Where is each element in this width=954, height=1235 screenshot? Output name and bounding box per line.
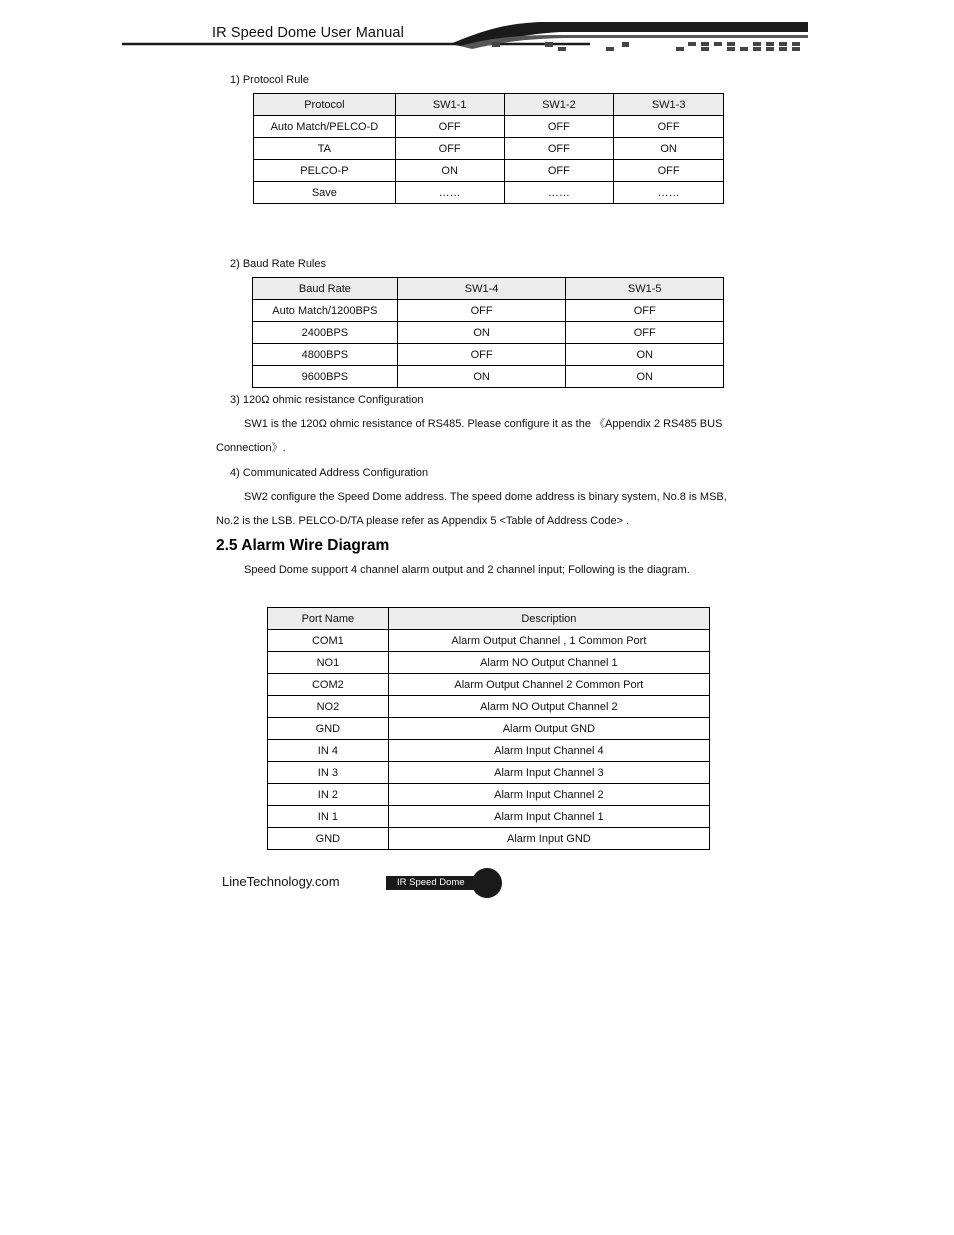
column-header: SW1-5 [566, 278, 724, 300]
address-paragraph-line2: No.2 is the LSB. PELCO-D/TA please refer as Appendix 5 <Table of Address Code> . [216, 515, 630, 527]
table-cell: NO1 [268, 652, 389, 674]
table-row [268, 696, 710, 718]
table-cell: ON [397, 322, 566, 344]
protocol-rule-heading: 1) Protocol Rule [230, 74, 309, 86]
column-header: SW1-1 [395, 94, 504, 116]
table-cell: OFF [397, 344, 566, 366]
table-header-row [268, 608, 710, 630]
table-cell: OFF [614, 116, 724, 138]
table-cell: …… [614, 182, 724, 204]
table-cell: GND [268, 718, 389, 740]
table-cell: Save [254, 182, 396, 204]
baud-rate-heading: 2) Baud Rate Rules [230, 258, 326, 270]
table-cell: COM2 [268, 674, 389, 696]
column-header: Description [388, 608, 709, 630]
section-title: 2.5 Alarm Wire Diagram [216, 537, 390, 554]
table-cell: GND [268, 828, 389, 850]
table-row [254, 160, 724, 182]
table-cell: Auto Match/PELCO-D [254, 116, 396, 138]
table-cell: NO2 [268, 696, 389, 718]
table-cell: ON [566, 366, 724, 388]
table-cell: Auto Match/1200BPS [253, 300, 398, 322]
table-cell: ON [566, 344, 724, 366]
resistance-paragraph-line2: Connection》. [216, 442, 286, 454]
table-cell: Alarm Input Channel 2 [388, 784, 709, 806]
baud-rate-table [252, 277, 724, 388]
table-cell: OFF [395, 116, 504, 138]
table-cell: Alarm Output Channel 2 Common Port [388, 674, 709, 696]
protocol-rule-table [253, 93, 724, 204]
table-row [268, 740, 710, 762]
table-cell: Alarm Input GND [388, 828, 709, 850]
table-row [268, 652, 710, 674]
table-cell: OFF [614, 160, 724, 182]
column-header: SW1-4 [397, 278, 566, 300]
address-paragraph-line1: SW2 configure the Speed Dome address. The speed dome address is binary system, No.8 is MSB, [244, 491, 727, 503]
footer-badge-label: IR Speed Dome [397, 877, 465, 888]
page-header-title: IR Speed Dome User Manual [212, 25, 404, 41]
table-cell: TA [254, 138, 396, 160]
table-cell: PELCO-P [254, 160, 396, 182]
column-header: Baud Rate [253, 278, 398, 300]
table-cell: IN 4 [268, 740, 389, 762]
table-cell: Alarm Input Channel 4 [388, 740, 709, 762]
resistance-heading: 3) 120Ω ohmic resistance Configuration [230, 394, 424, 406]
table-row [268, 674, 710, 696]
table-cell: OFF [504, 160, 614, 182]
column-header: SW1-2 [504, 94, 614, 116]
table-row [268, 784, 710, 806]
table-cell: IN 2 [268, 784, 389, 806]
alarm-intro: Speed Dome support 4 channel alarm output and 2 channel input; Following is the diagram. [244, 564, 690, 576]
alarm-port-table [267, 607, 710, 850]
table-row [268, 806, 710, 828]
table-row [254, 182, 724, 204]
table-cell: 4800BPS [253, 344, 398, 366]
table-cell: Alarm Output GND [388, 718, 709, 740]
table-cell: Alarm Input Channel 1 [388, 806, 709, 828]
table-cell: Alarm Output Channel , 1 Common Port [388, 630, 709, 652]
resistance-paragraph-line1: SW1 is the 120Ω ohmic resistance of RS485. Please configure it as the 《Appendix 2 RS485 BUS [244, 418, 723, 430]
table-cell: Alarm Input Channel 3 [388, 762, 709, 784]
table-cell: ON [397, 366, 566, 388]
table-row [254, 116, 724, 138]
table-cell: OFF [504, 116, 614, 138]
table-cell: Alarm NO Output Channel 2 [388, 696, 709, 718]
table-row [268, 762, 710, 784]
column-header: Port Name [268, 608, 389, 630]
table-cell: …… [504, 182, 614, 204]
table-cell: IN 1 [268, 806, 389, 828]
table-cell: IN 3 [268, 762, 389, 784]
table-cell: Alarm NO Output Channel 1 [388, 652, 709, 674]
table-cell: 2400BPS [253, 322, 398, 344]
column-header: Protocol [254, 94, 396, 116]
table-cell: OFF [395, 138, 504, 160]
table-header-row [254, 94, 724, 116]
table-cell: ON [395, 160, 504, 182]
table-cell: OFF [566, 322, 724, 344]
table-cell: …… [395, 182, 504, 204]
table-row [268, 630, 710, 652]
table-cell: OFF [397, 300, 566, 322]
footer-website: LineTechnology.com [222, 874, 340, 889]
table-row [253, 300, 724, 322]
table-row [268, 718, 710, 740]
table-cell: ON [614, 138, 724, 160]
table-row [268, 828, 710, 850]
table-row [253, 366, 724, 388]
column-header: SW1-3 [614, 94, 724, 116]
table-cell: COM1 [268, 630, 389, 652]
table-row [254, 138, 724, 160]
address-heading: 4) Communicated Address Configuration [230, 467, 429, 479]
table-cell: OFF [566, 300, 724, 322]
table-cell: OFF [504, 138, 614, 160]
table-header-row [253, 278, 724, 300]
table-cell: 9600BPS [253, 366, 398, 388]
table-row [253, 322, 724, 344]
table-row [253, 344, 724, 366]
